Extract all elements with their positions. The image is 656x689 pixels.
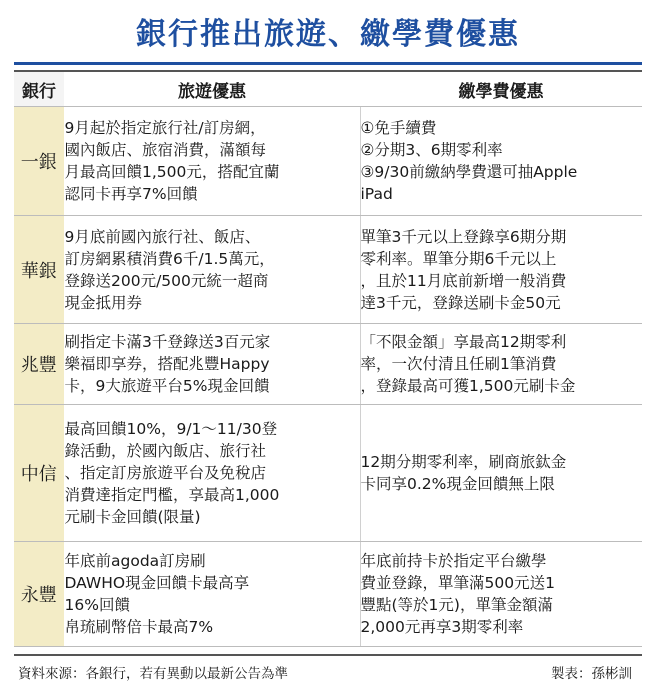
travel-line: 卡，9大旅遊平台5%現金回饋 [64,377,270,395]
table-row [14,542,642,647]
travel-offer [64,405,360,542]
bank-name: 華銀 [14,216,64,324]
header-bank: 銀行 [14,71,64,107]
table-row [14,216,642,324]
tuition-line: 年底前持卡於指定平台繳學 [360,552,547,570]
travel-line: DAWHO現金回饋卡最高享 [64,574,250,592]
travel-line: 現金抵用券 [64,293,143,312]
travel-line: 訂房網累積消費6千/1.5萬元， [64,249,275,268]
travel-line: 年底前agoda訂房刷 [64,552,206,570]
travel-line: 月最高回饋1,500元，搭配宜蘭 [64,163,280,181]
travel-offer [64,107,360,216]
travel-line: 錄活動，於國內飯店、旅行社 [64,442,267,460]
travel-line: 認同卡再享7%回饋 [64,185,198,203]
table-row [14,324,642,405]
tuition-line: 單筆3千元以上登錄享6期分期 [360,227,567,246]
travel-line: 最高回饋10%，9/1～11/30登 [64,420,278,438]
page-title: 銀行推出旅遊、繳學費優惠 [136,17,520,52]
bank-name: 中信 [14,405,64,542]
tuition-line: ②分期3、6期零利率 [360,141,503,159]
tuition-line: 費並登錄，單筆滿500元送1 [360,574,555,592]
title-rule [14,62,642,65]
travel-offer [64,542,360,647]
header-travel: 旅遊優惠 [64,71,360,107]
tuition-line: 12期分期零利率，刷商旅鈦金 [360,453,567,471]
tuition-offer [360,405,642,542]
travel-line: 登錄送200元/500元統一超商 [64,271,269,290]
travel-offer [64,324,360,405]
travel-line: 9月起於指定旅行社/訂房網， [64,119,266,137]
travel-line: 刷指定卡滿3千登錄送3百元家 [64,333,271,351]
travel-line: 16%回饋 [64,596,130,614]
travel-line: 國內飯店、旅宿消費，滿額每 [64,141,267,159]
travel-offer [64,216,360,324]
table-header-row [14,71,642,107]
tuition-offer [360,107,642,216]
author-credit: 製表：孫彬訓 [551,666,632,682]
travel-line: 帛琉刷幣倍卡最高7% [64,618,214,636]
tuition-line: 卡同享0.2%現金回饋無上限 [360,475,555,493]
tuition-line: 豐點(等於1元)，單筆金額滿 [360,596,553,614]
tuition-line: 零利率。單筆分期6千元以上 [360,249,557,268]
bank-name: 兆豐 [14,324,64,405]
tuition-offer [360,216,642,324]
travel-line: 樂福即享券，搭配兆豐Happy [64,355,270,373]
tuition-offer [360,324,642,405]
source-note: 資料來源：各銀行，若有異動以最新公告為準 [18,666,288,682]
tuition-line: 2,000元再享3期零利率 [360,618,524,636]
tuition-offer [360,542,642,647]
bank-name: 永豐 [14,542,64,647]
tuition-line: 「不限金額」享最高12期零利 [360,333,567,351]
tuition-line: iPad [360,185,393,203]
tuition-line: ，且於11月底前新增一般消費 [360,271,567,290]
offers-table [14,70,642,647]
table-row [14,107,642,216]
header-tuition: 繳學費優惠 [360,71,642,107]
footer [14,654,642,682]
tuition-line: ①免手續費 [360,119,437,137]
travel-line: 9月底前國內旅行社、飯店、 [64,227,261,246]
bank-name: 一銀 [14,107,64,216]
tuition-line: ，登錄最高可獲1,500元刷卡金 [360,377,576,395]
travel-line: 元刷卡金回饋(限量) [64,508,201,526]
tuition-line: ③9/30前繳納學費還可抽Apple [360,163,578,181]
travel-line: 、指定訂房旅遊平台及免稅店 [64,464,267,482]
tuition-line: 率，一次付清且任刷1筆消費 [360,355,557,373]
tuition-line: 達3千元，登錄送刷卡金50元 [360,293,561,312]
table-row [14,405,642,542]
travel-line: 消費達指定門檻，享最高1,000 [64,486,280,504]
